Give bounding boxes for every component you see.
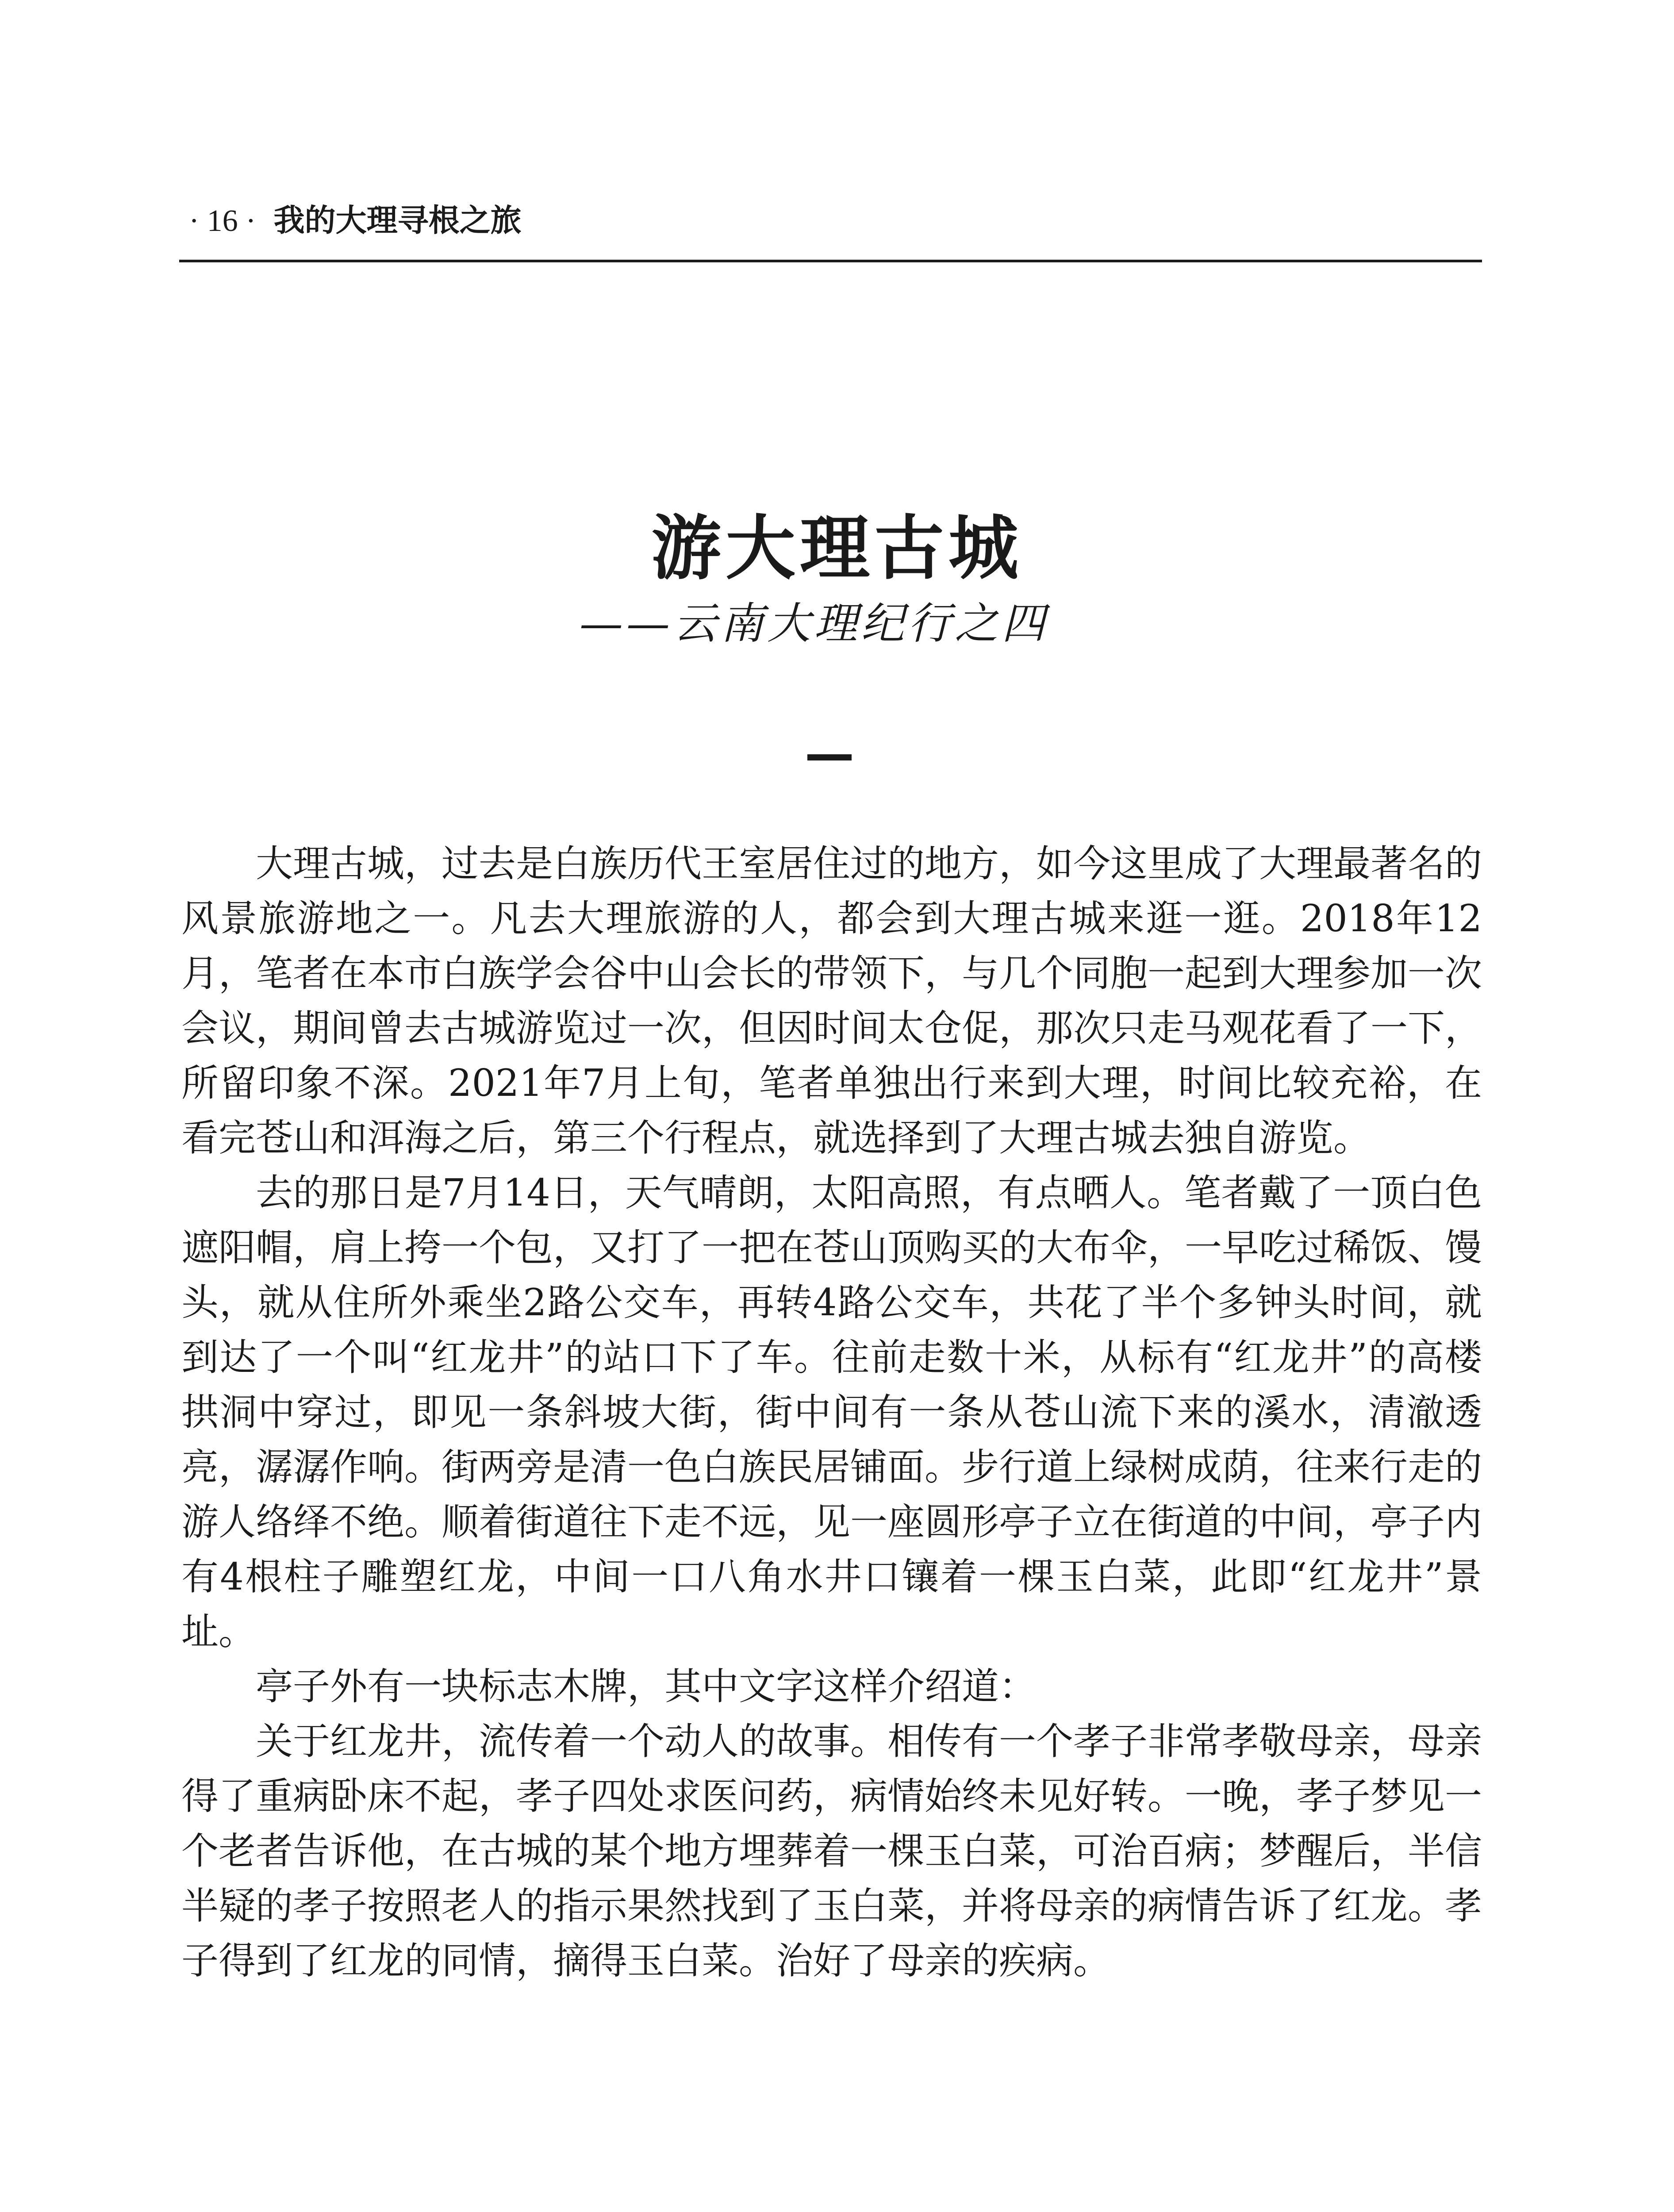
page-number: · 16 · — [189, 204, 256, 238]
paragraph: 亭子外有一块标志木牌，其中文字这样介绍道： — [256, 1665, 1037, 1708]
article-body — [181, 836, 1482, 1988]
header-text — [189, 198, 522, 243]
running-header — [179, 190, 1482, 257]
article-subtitle: ——云南大理纪行之四 — [580, 599, 1049, 649]
paragraph: 关于红龙井，流传着一个动人的故事。相传有一个孝子非常孝敬母亲，母亲得了重病卧床不起，孝子四处求医问药，病情始终未见好转。一晚，孝子梦见一个老者告诉他，在古城的某个地方埋葬着一棵玉白菜，可治百病；梦醒后，半信半疑的孝子按照老人的指示果然找到了玉白菜，并将母亲的病情告诉了红龙。孝子得到了红龙的同情，摘得玉白菜。治好了母亲的疾病。 — [181, 1720, 1482, 1982]
article-title: 游大理古城 — [651, 507, 1023, 589]
book-title: 我的大理寻根之旅 — [273, 202, 522, 238]
paragraph: 去的那日是7月14日，天气晴朗，太阳高照，有点晒人。笔者戴了一顶白色遮阳帽，肩上挎一个包，又打了一把在苍山顶购买的大布伞，一早吃过稀饭、馒头，就从住所外乘坐2路公交车，再转4路公交车，共花了半个多钟头时间，就到达了一个叫“红龙井”的站口下了车。往前走数十米，从标有“红龙井”的高楼拱洞中穿过，即见一条斜坡大街，街中间有一条从苍山流下来的溪水，清澈透亮，潺潺作响。街两旁是清一色白族民居铺面。步行道上绿树成荫，往来行走的游人络绎不绝。顺着街道往下走不远，见一座圆形亭子立在街道的中间，亭子内有4根柱子雕塑红龙，中间一口八角水井口镶着一棵玉白菜，此即“红龙井”景址。 — [181, 1171, 1482, 1653]
header-rule — [179, 260, 1482, 262]
paragraph: 大理古城，过去是白族历代王室居住过的地方，如今这里成了大理最著名的风景旅游地之一。凡去大理旅游的人，都会到大理古城来逛一逛。2018年12月，笔者在本市白族学会谷中山会长的带领下，与几个同胞一起到大理参加一次会议，期间曾去古城游览过一次，但因时间太仓促，那次只走马观花看了一下，所留印象不深。2021年7月上旬，笔者单独出行来到大理，时间比较充裕，在看完苍山和洱海之后，第三个行程点，就选择到了大理古城去独自游览。 — [181, 842, 1482, 1160]
section-number — [807, 730, 852, 774]
